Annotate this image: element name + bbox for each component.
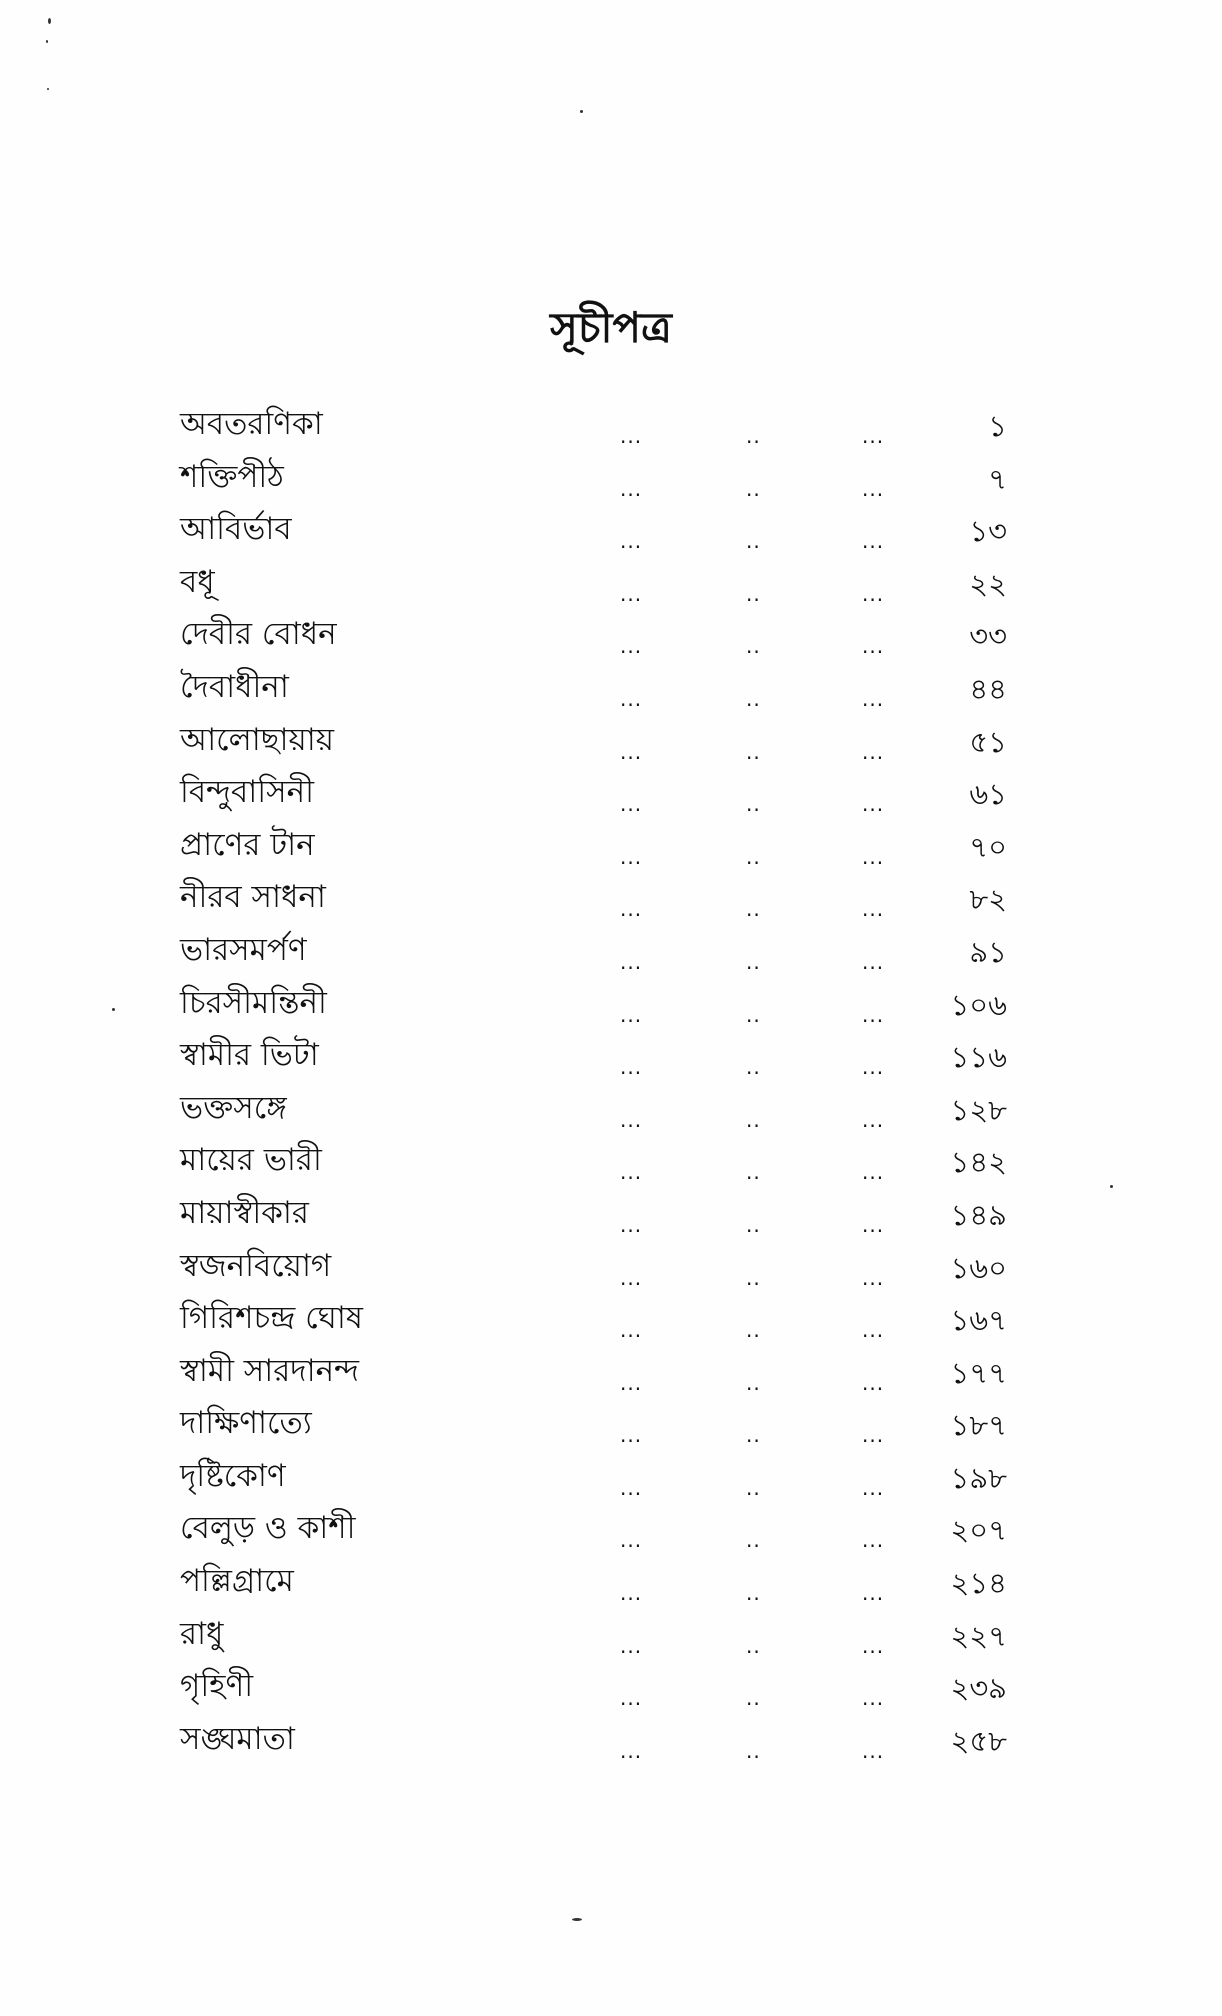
toc-entry-title: ভক্তসঙ্গে bbox=[180, 1089, 287, 1126]
toc-row bbox=[0, 1397, 1222, 1450]
leader-dots: ... bbox=[862, 1107, 885, 1132]
toc-entry-title: অবতরণিকা bbox=[180, 406, 323, 442]
leader-dots: ... bbox=[862, 1370, 885, 1395]
toc-entry-title: দৈবাধীনা bbox=[180, 668, 289, 705]
leader-dots: ... bbox=[862, 1475, 885, 1500]
leader-dots: ... bbox=[620, 424, 643, 448]
leader-dots: ... bbox=[862, 844, 885, 869]
leader-dots: ... bbox=[862, 1738, 885, 1763]
toc-entry-page-number: ১১৬ bbox=[950, 1040, 1007, 1075]
leader-dots: .. bbox=[746, 792, 761, 817]
toc-entry-title: গৃহিণী bbox=[180, 1668, 254, 1705]
toc-entry-page-number: ৪৪ bbox=[969, 671, 1007, 706]
toc-row bbox=[0, 556, 1222, 609]
toc-row bbox=[0, 1660, 1222, 1713]
leader-dots: ... bbox=[620, 529, 643, 554]
leader-dots: ... bbox=[862, 634, 885, 659]
leader-dots: ... bbox=[862, 1423, 885, 1448]
leader-dots: .. bbox=[746, 686, 761, 711]
leader-dots: ... bbox=[620, 686, 643, 711]
toc-entry-page-number: ১৪২ bbox=[950, 1145, 1007, 1180]
ink-speck bbox=[580, 110, 583, 113]
toc-row bbox=[0, 1555, 1222, 1608]
ink-speck bbox=[46, 40, 48, 43]
toc-entry-page-number: ৭০ bbox=[969, 829, 1007, 864]
toc-entry-title: দৃষ্টিকোণ bbox=[180, 1457, 286, 1494]
toc-entry-title: মায়ের ভারী bbox=[180, 1142, 322, 1179]
toc-row bbox=[0, 766, 1222, 819]
leader-dots: ... bbox=[620, 1423, 643, 1448]
leader-dots: .. bbox=[746, 476, 761, 501]
leader-dots: .. bbox=[746, 1581, 761, 1606]
toc-row bbox=[0, 1029, 1222, 1082]
leader-dots: ... bbox=[620, 739, 643, 764]
toc-row bbox=[0, 661, 1222, 714]
leader-dots: ... bbox=[862, 1686, 885, 1711]
leader-dots: ... bbox=[862, 581, 885, 606]
leader-dots: .. bbox=[746, 634, 761, 659]
toc-row bbox=[0, 1608, 1222, 1661]
leader-dots: ... bbox=[620, 581, 643, 606]
leader-dots: .. bbox=[746, 1002, 761, 1027]
leader-dots: ... bbox=[862, 529, 885, 554]
leader-dots: .. bbox=[746, 1370, 761, 1395]
leader-dots: ... bbox=[862, 1055, 885, 1080]
leader-dots: .. bbox=[746, 1318, 761, 1343]
toc-entry-title: স্বামী সারদানন্দ bbox=[180, 1352, 359, 1389]
toc-entry-page-number: ২৩৯ bbox=[950, 1671, 1007, 1706]
leader-dots: .. bbox=[746, 1475, 761, 1500]
leader-dots: .. bbox=[746, 1633, 761, 1658]
leader-dots: ... bbox=[862, 1002, 885, 1027]
leader-dots: ... bbox=[620, 1107, 643, 1132]
toc-row bbox=[0, 924, 1222, 977]
toc-row bbox=[0, 1134, 1222, 1187]
leader-dots: ... bbox=[620, 1686, 643, 1711]
leader-dots: .. bbox=[746, 1423, 761, 1448]
leader-dots: ... bbox=[862, 1265, 885, 1290]
toc-entry-page-number: ১৩ bbox=[969, 514, 1007, 549]
toc-entry-title: রাধু bbox=[180, 1615, 224, 1652]
toc-row bbox=[0, 608, 1222, 661]
toc-entry-page-number: ২০৭ bbox=[950, 1513, 1007, 1548]
toc-entry-page-number: ৮২ bbox=[969, 882, 1007, 917]
toc-row bbox=[0, 1502, 1222, 1555]
ink-speck bbox=[572, 1918, 582, 1921]
leader-dots: ... bbox=[620, 1002, 643, 1027]
leader-dots: ... bbox=[862, 792, 885, 817]
toc-entry-page-number: ১৭৭ bbox=[950, 1355, 1007, 1390]
toc-entry-title: পল্লিগ্রামে bbox=[180, 1563, 294, 1600]
toc-entry-page-number: ৬১ bbox=[969, 777, 1007, 812]
leader-dots: ... bbox=[862, 739, 885, 764]
toc-row bbox=[0, 714, 1222, 767]
toc-entry-page-number: ৫১ bbox=[969, 724, 1007, 759]
leader-dots: ... bbox=[620, 634, 643, 659]
toc-entry-title: আলোছায়ায় bbox=[180, 721, 334, 758]
toc-entry-page-number: ১ bbox=[988, 409, 1007, 443]
leader-dots: .. bbox=[746, 739, 761, 764]
leader-dots: .. bbox=[746, 949, 761, 974]
toc-entry-title: প্রাণের টান bbox=[180, 826, 315, 863]
leader-dots: ... bbox=[620, 949, 643, 974]
leader-dots: ... bbox=[620, 1370, 643, 1395]
leader-dots: .. bbox=[746, 1265, 761, 1290]
toc-entry-title: নীরব সাধনা bbox=[180, 879, 326, 916]
leader-dots: ... bbox=[862, 476, 885, 501]
leader-dots: ... bbox=[620, 897, 643, 922]
leader-dots: .. bbox=[746, 1738, 761, 1763]
leader-dots: ... bbox=[620, 1318, 643, 1343]
toc-row bbox=[0, 871, 1222, 924]
leader-dots: .. bbox=[746, 1107, 761, 1132]
leader-dots: .. bbox=[746, 1686, 761, 1711]
leader-dots: ... bbox=[620, 1212, 643, 1237]
ink-speck bbox=[47, 88, 49, 90]
toc-entry-title: গিরিশচন্দ্র ঘোষ bbox=[180, 1300, 363, 1337]
toc-entry-page-number: ১৬০ bbox=[950, 1250, 1007, 1285]
toc-entry-page-number: ১২৮ bbox=[950, 1092, 1007, 1127]
leader-dots: ... bbox=[620, 792, 643, 817]
toc-row bbox=[0, 1187, 1222, 1240]
leader-dots: ... bbox=[620, 1633, 643, 1658]
leader-dots: ... bbox=[620, 1581, 643, 1606]
leader-dots: .. bbox=[746, 581, 761, 606]
table-of-contents bbox=[0, 398, 1222, 1765]
toc-entry-title: দাক্ষিণাত্যে bbox=[180, 1405, 312, 1442]
toc-entry-page-number: ১০৬ bbox=[950, 987, 1007, 1022]
toc-row bbox=[0, 819, 1222, 872]
toc-entry-title: ভারসমর্পণ bbox=[180, 931, 307, 968]
toc-entry-page-number: ২২৭ bbox=[950, 1618, 1007, 1653]
leader-dots: ... bbox=[620, 1055, 643, 1080]
leader-dots: ... bbox=[862, 1633, 885, 1658]
toc-entry-page-number: ১৪৯ bbox=[950, 1197, 1007, 1232]
toc-row bbox=[0, 451, 1222, 504]
leader-dots: .. bbox=[746, 529, 761, 554]
leader-dots: ... bbox=[620, 1738, 643, 1763]
toc-entry-page-number: ১৮৭ bbox=[950, 1408, 1007, 1443]
toc-row bbox=[0, 977, 1222, 1030]
leader-dots: ... bbox=[620, 1528, 643, 1553]
toc-entry-title: স্বামীর ভিটা bbox=[180, 1037, 319, 1074]
toc-entry-page-number: ১৬৭ bbox=[950, 1303, 1007, 1338]
toc-entry-page-number: ৩৩ bbox=[969, 619, 1007, 654]
leader-dots: .. bbox=[746, 844, 761, 869]
leader-dots: .. bbox=[746, 1212, 761, 1237]
toc-entry-title: বেলুড় ও কাশী bbox=[180, 1510, 356, 1547]
page-title: সূচীপত্র bbox=[550, 303, 672, 352]
toc-entry-page-number: ৭ bbox=[988, 461, 1007, 496]
leader-dots: .. bbox=[746, 897, 761, 922]
toc-entry-title: সঙ্ঘমাতা bbox=[180, 1720, 295, 1757]
leader-dots: ... bbox=[862, 1318, 885, 1343]
leader-dots: ... bbox=[862, 686, 885, 711]
toc-entry-page-number: ১৯৮ bbox=[950, 1460, 1007, 1495]
leader-dots: ... bbox=[620, 1265, 643, 1290]
leader-dots: ... bbox=[620, 1160, 643, 1185]
toc-row bbox=[0, 398, 1222, 451]
leader-dots: .. bbox=[746, 424, 761, 448]
leader-dots: .. bbox=[746, 1528, 761, 1553]
toc-entry-title: মায়াস্বীকার bbox=[180, 1194, 309, 1231]
leader-dots: ... bbox=[862, 1160, 885, 1185]
leader-dots: ... bbox=[862, 424, 885, 448]
toc-entry-title: স্বজনবিয়োগ bbox=[180, 1247, 332, 1284]
leader-dots: .. bbox=[746, 1055, 761, 1080]
leader-dots: ... bbox=[862, 1212, 885, 1237]
toc-entry-title: বিন্দুবাসিনী bbox=[180, 774, 314, 811]
toc-entry-page-number: ২১৪ bbox=[950, 1566, 1007, 1601]
toc-entry-page-number: ২৫৮ bbox=[950, 1723, 1007, 1758]
leader-dots: .. bbox=[746, 1160, 761, 1185]
toc-entry-page-number: ২২ bbox=[969, 566, 1007, 601]
toc-entry-title: আবির্ভাব bbox=[180, 511, 292, 548]
toc-entry-title: চিরসীমন্তিনী bbox=[180, 984, 327, 1021]
ink-speck bbox=[48, 18, 51, 24]
toc-row bbox=[0, 1292, 1222, 1345]
toc-row bbox=[0, 1450, 1222, 1503]
leader-dots: ... bbox=[862, 897, 885, 922]
toc-entry-title: দেবীর বোধন bbox=[180, 616, 337, 653]
leader-dots: ... bbox=[862, 1581, 885, 1606]
toc-row bbox=[0, 503, 1222, 556]
toc-row bbox=[0, 1713, 1222, 1766]
toc-row bbox=[0, 1240, 1222, 1293]
toc-entry-title: বধূ bbox=[180, 563, 215, 600]
toc-entry-title: শক্তিপীঠ bbox=[180, 458, 284, 495]
leader-dots: ... bbox=[620, 1475, 643, 1500]
leader-dots: ... bbox=[862, 1528, 885, 1553]
toc-row bbox=[0, 1345, 1222, 1398]
leader-dots: ... bbox=[862, 949, 885, 974]
toc-entry-page-number: ৯১ bbox=[969, 934, 1007, 969]
leader-dots: ... bbox=[620, 476, 643, 501]
toc-row bbox=[0, 1082, 1222, 1135]
leader-dots: ... bbox=[620, 844, 643, 869]
